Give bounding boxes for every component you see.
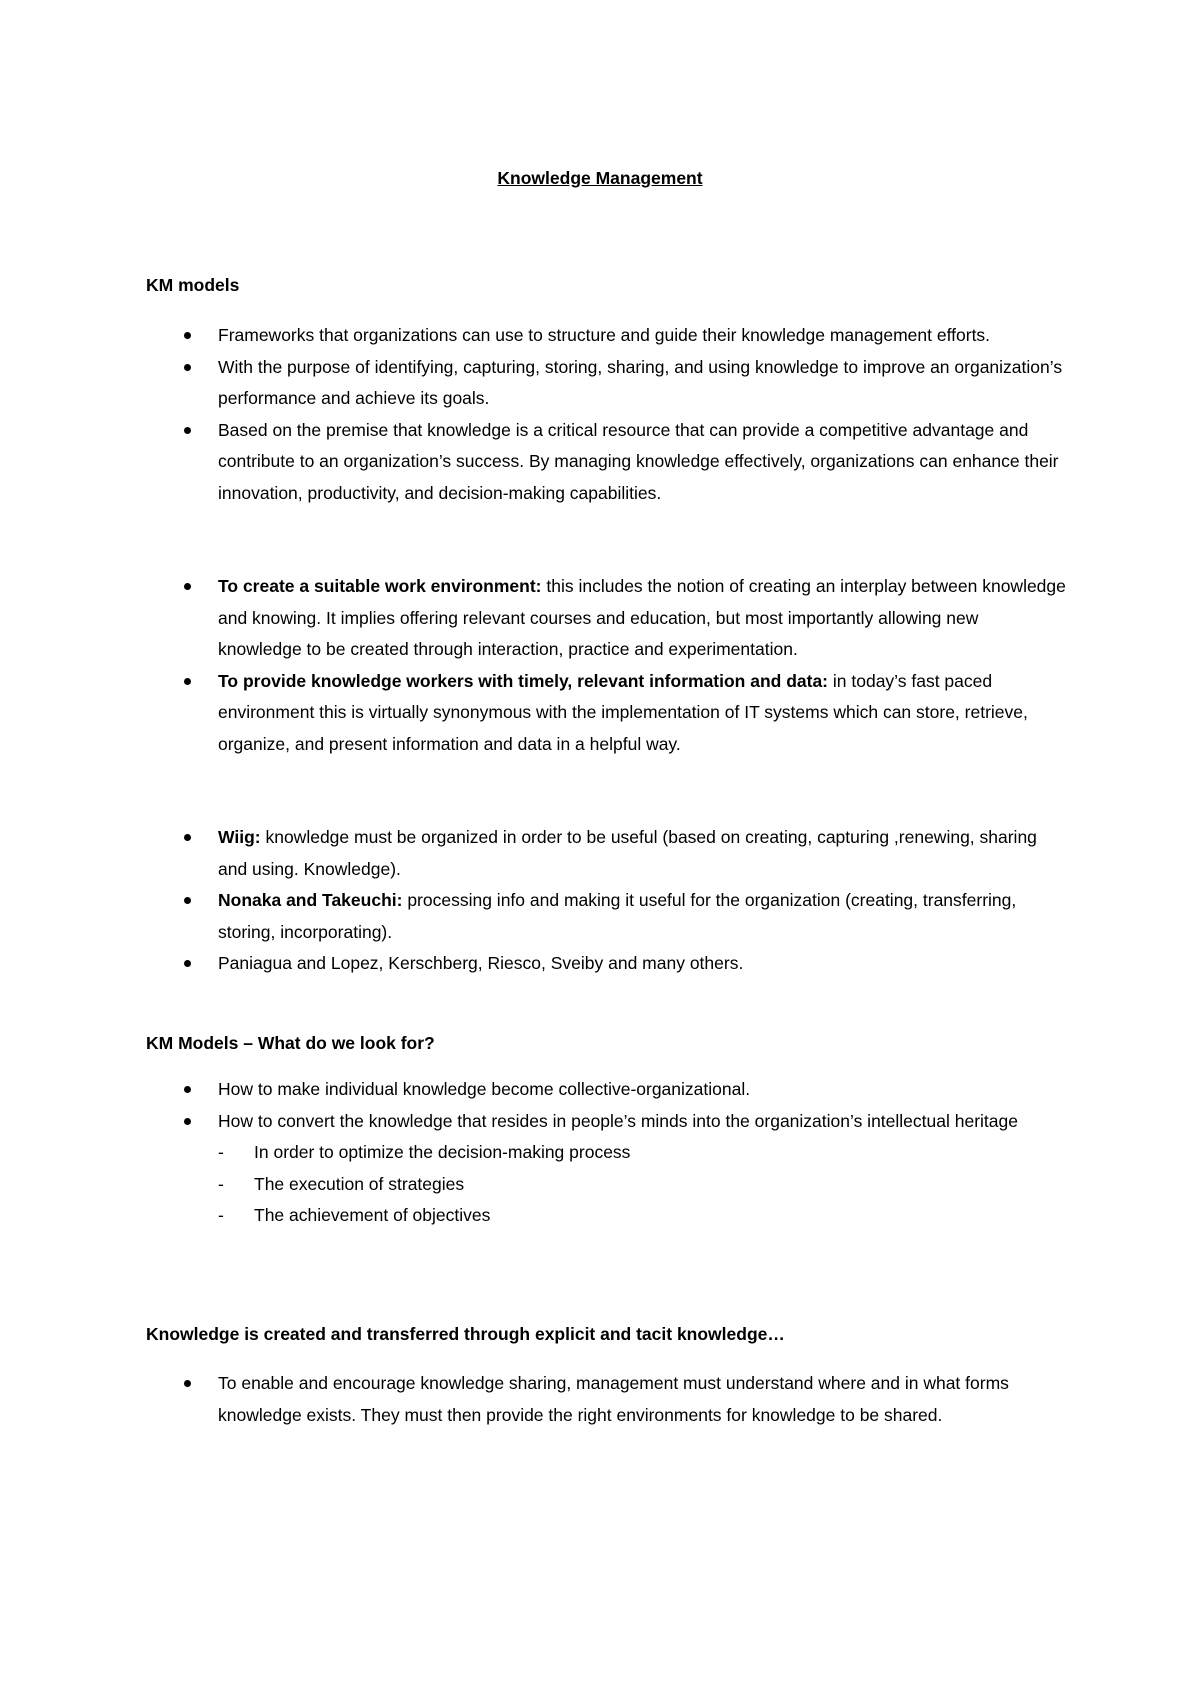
list-item-text: this includes the notion of creating an interplay between knowledge and knowing. It implies offering relevant courses and education, but most importantly allowing new knowledge to be created through interaction, practice and experimentation. <box>218 576 1066 659</box>
list-item <box>146 822 1066 885</box>
list-item-text: How to convert the knowledge that resides in people’s minds into the organization’s intellectual heritage <box>218 1110 1018 1131</box>
dash-list-item: - In order to optimize the decision-making process <box>218 1137 1066 1169</box>
bullet-list-km-definition <box>146 320 1066 509</box>
list-item <box>146 571 1066 666</box>
list-item: Frameworks that organizations can use to structure and guide their knowledge management efforts. <box>146 320 1066 352</box>
list-item: How to make individual knowledge become collective-organizational. <box>146 1074 1066 1106</box>
page-title: Knowledge Management <box>497 168 703 188</box>
section-heading-km-models: KM models <box>146 275 240 295</box>
list-item <box>146 1106 1066 1232</box>
bullet-list-km-goals <box>146 571 1066 760</box>
dash-list-item: - The execution of strategies <box>218 1169 1066 1201</box>
list-item-label: Wiig: <box>218 827 261 847</box>
list-item <box>146 885 1066 948</box>
bullet-list-km-authors <box>146 822 1066 980</box>
list-item-text: knowledge must be organized in order to be useful (based on creating, capturing ,renewing, sharing and using. Knowledge). <box>218 827 1037 879</box>
section-heading-explicit-tacit: Knowledge is created and transferred through explicit and tacit knowledge… <box>146 1324 785 1344</box>
section-heading-what-to-look-for: KM Models – What do we look for? <box>146 1033 435 1053</box>
list-item-label: To provide knowledge workers with timely, relevant information and data: <box>218 670 829 691</box>
list-item: To enable and encourage knowledge sharing, management must understand where and in what forms knowledge exists. They must then provide the right environments for knowledge to be shared. <box>146 1368 1066 1431</box>
list-item-text: in today’s fast paced environment this is virtually synonymous with the implementation of IT systems which can store, retrieve, organize, and present information and data in a helpful way. <box>218 670 1028 754</box>
list-item: With the purpose of identifying, capturing, storing, sharing, and using knowledge to improve an organization’s performance and achieve its goals. <box>146 352 1066 415</box>
list-item <box>146 948 1066 980</box>
bullet-list-knowledge-sharing <box>146 1368 1066 1431</box>
list-item-text: Paniagua and Lopez, Kerschberg, Riesco, Sveiby and many others. <box>218 953 744 973</box>
list-item: Based on the premise that knowledge is a critical resource that can provide a competitive advantage and contribute to an organization’s success. By managing knowledge effectively, organizations can enhance their innovation, productivity, and decision-making capabilities. <box>146 415 1066 510</box>
dash-list-item: - The achievement of objectives <box>218 1200 1066 1232</box>
dash-list <box>218 1137 1066 1232</box>
list-item-label: Nonaka and Takeuchi: <box>218 890 403 910</box>
list-item-text: processing info and making it useful for the organization (creating, transferring, storing, incorporating). <box>218 890 1017 942</box>
bullet-list-look-for <box>146 1074 1066 1232</box>
list-item <box>146 666 1066 761</box>
list-item-label: To create a suitable work environment: <box>218 576 542 596</box>
